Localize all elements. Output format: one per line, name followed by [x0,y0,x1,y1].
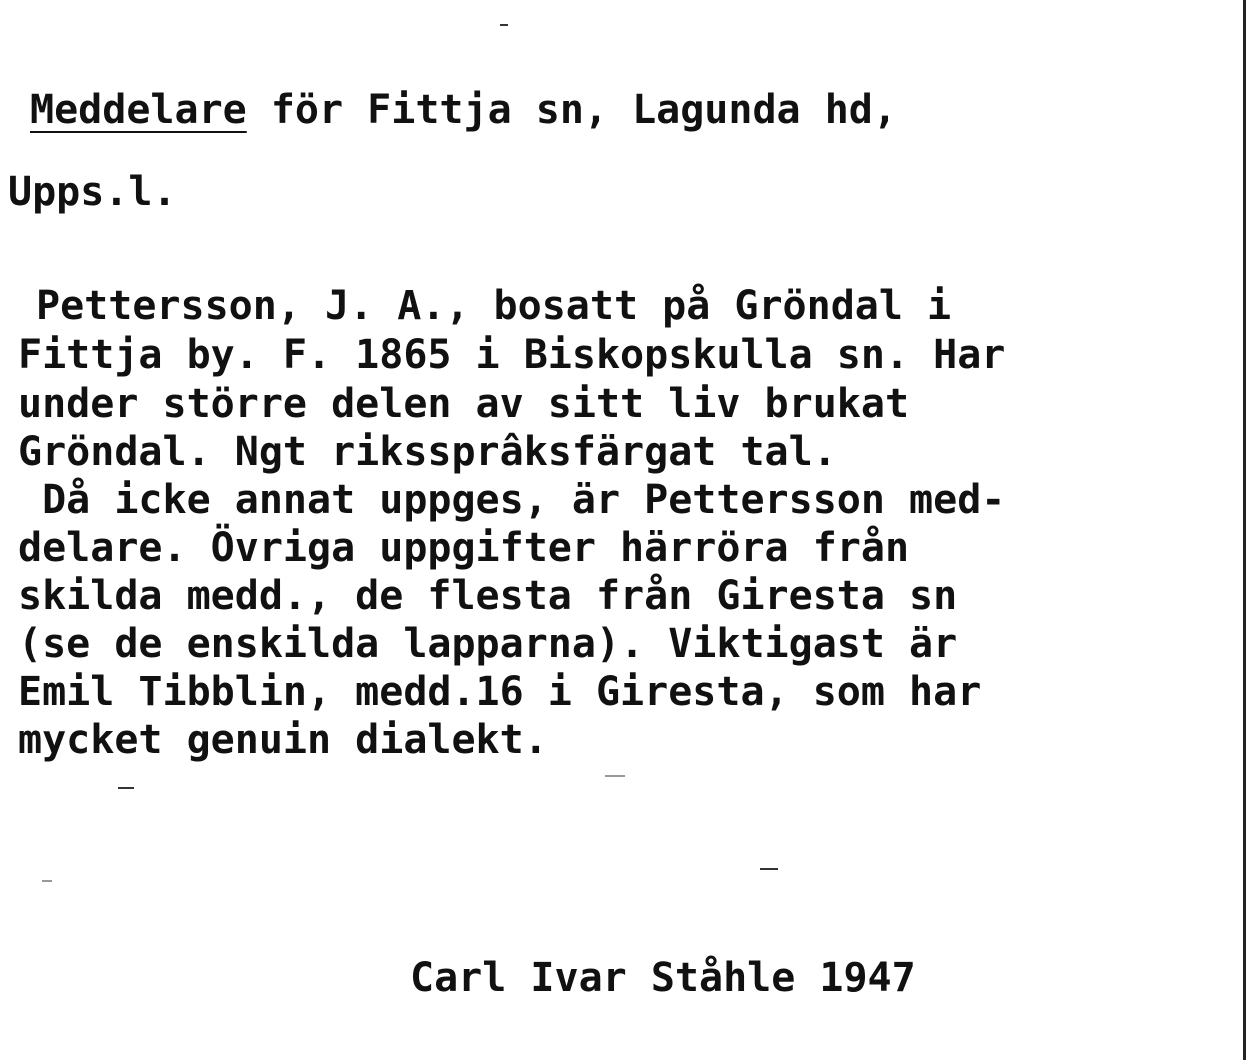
heading-rest: för Fittja sn, Lagunda hd, [246,87,897,133]
body-line-7: skilda medd., de flesta från Giresta sn [18,573,958,619]
card-heading [30,87,897,133]
body-line-3: under större delen av sitt liv brukat [18,381,910,427]
heading-line-2: Upps.l. [8,169,177,215]
body-line-10: mycket genuin dialekt. [18,717,548,763]
body-line-9: Emil Tibblin, medd.16 i Giresta, som har [18,669,982,715]
body-line-6: delare. Övriga uppgifter härröra från [18,525,910,571]
scan-speck [42,880,52,882]
card-edge-line [1243,0,1246,1060]
body-line-5: Då icke annat uppges, är Pettersson med- [18,477,1006,523]
scan-speck [605,775,625,777]
scan-speck [760,868,778,870]
scan-speck [500,24,508,26]
signature: Carl Ivar Ståhle 1947 [410,955,916,1001]
body-line-1: Pettersson, J. A., bosatt på Gröndal i [36,283,952,329]
body-line-2: Fittja by. F. 1865 i Biskopskulla sn. Har [18,332,1006,378]
heading-label: Meddelare [30,87,247,133]
scan-speck [118,787,134,789]
body-line-8: (se de enskilda lapparna). Viktigast är [18,621,958,667]
body-line-4: Gröndal. Ngt rikssprâksfärgat tal. [18,429,837,475]
